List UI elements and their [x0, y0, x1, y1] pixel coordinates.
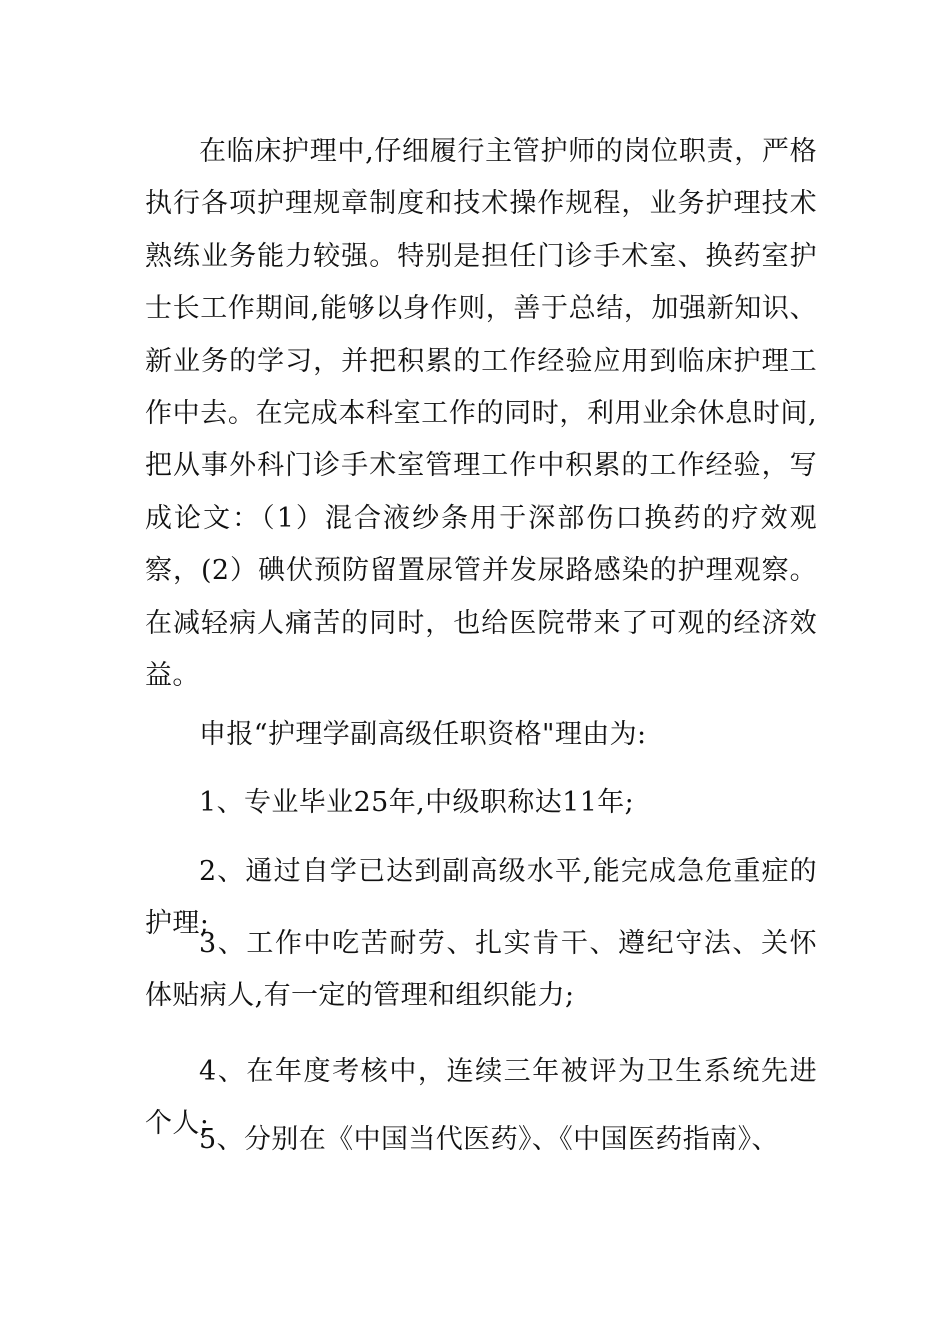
paragraph-application-reasons-heading: 申报“护理学副高级任职资格"理由为:	[199, 719, 647, 750]
paragraph-reason-4: 4、在年度考核中，连续三年被评为卫生系统先进个人;	[145, 1056, 817, 1140]
paragraph-clinical-nursing: 在临床护理中,仔细履行主管护师的岗位职责，严格执行各项护理规章制度和技术操作规程，业务护理技术熟练业务能力较强。特别是担任门诊手术室、换药室护士长工作期间,能够以身作则，善于总结，加强新知识、新业务的学习，并把积累的工作经验应用到临床护理工作中去。在完成本科室工作的同时，利用业余休息时间,把从事外科门诊手术室管理工作中积累的工作经验，写成论文：（1）混合液纱条用于深部伤口换药的疗效观察，(2）碘伏预防留置尿管并发尿路感染的护理观察。在减轻病人痛苦的同时，也给医院带来了可观的经济效益。	[145, 136, 817, 692]
paragraph-reason-5: 5、分别在《中国当代医药》、《中国医药指南》、	[199, 1124, 779, 1155]
paragraph-reason-3: 3、工作中吃苦耐劳、扎实肯干、遵纪守法、关怀体贴病人,有一定的管理和组织能力;	[145, 928, 817, 1012]
paragraph-reason-1: 1、专业毕业25年,中级职称达11年;	[199, 787, 635, 818]
paragraph-reason-2: 2、通过自学已达到副高级水平,能完成急危重症的护理;	[145, 856, 817, 940]
